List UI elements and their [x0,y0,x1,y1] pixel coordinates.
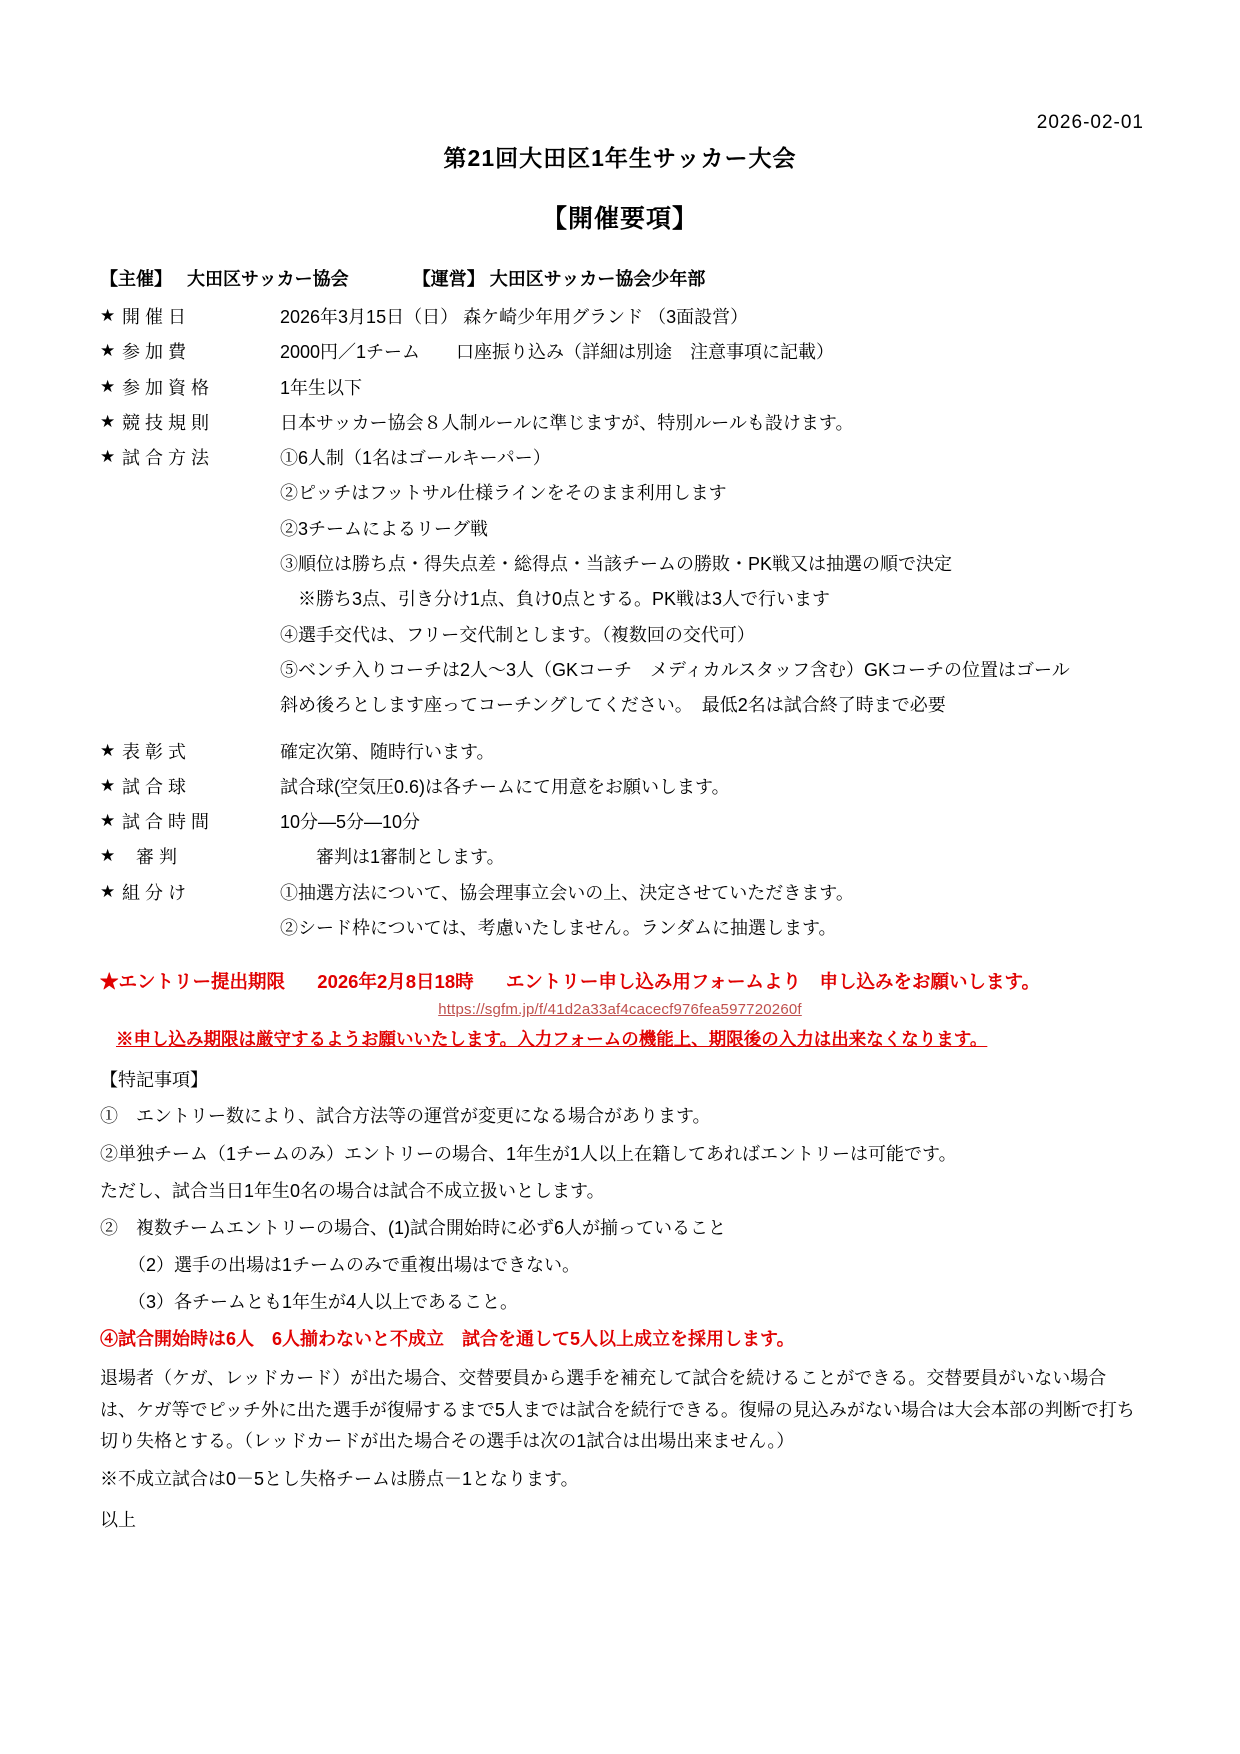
info-label: 参 加 費 [122,342,187,363]
bullet-star-icon: ★ [100,740,116,760]
info-label: 試 合 方 法 [122,448,210,469]
page-subtitle: 【開催要項】 [541,205,698,233]
organizer-line [100,265,1140,291]
info-row-ball [100,775,1140,799]
info-row-grouping [100,881,1140,952]
operator-name: 大田区サッカー協会少年部 [489,269,706,289]
info-value: 10分—5分—10分 [280,812,421,833]
bullet-star-icon: ★ [100,846,116,866]
special-note-item: ②単独チーム（1チームのみ）エントリーの場合、1年生が1人以上在籍してあればエントリーは可能です。 [100,1143,957,1164]
grouping-line: ②シード枠については、考慮いたしません。ランダムに抽選します。 [280,918,837,939]
host-name: 大田区サッカー協会 [187,269,349,289]
info-label: 試 合 球 [122,776,187,797]
grouping-lines [280,881,1140,952]
entry-deadline-label: ★エントリー提出期限 [100,971,286,993]
info-value: 日本サッカー協会８人制ルールに準じますが、特別ルールも設けます。 [280,412,854,433]
match-method-lines [280,446,1140,728]
grouping-line: ①抽選方法について、協会理事立会いの上、決定させていただきます。 [280,882,854,903]
bullet-star-icon: ★ [100,775,116,795]
entry-deadline-note: エントリー申し込み用フォームより 申し込みをお願いします。 [505,971,1040,993]
info-value: 試合球(空気圧0.6)は各チームにて用意をお願いします。 [280,776,730,797]
operator-label: 【運営】 [412,269,485,289]
special-note-item-highlight: ④試合開始時は6人 6人揃わないと不成立 試合を通して5人以上成立を採用します。 [100,1329,795,1350]
info-label: 組 分 け [122,882,187,903]
bullet-star-icon: ★ [100,811,116,831]
page-title: 第21回大田区1年生サッカー大会 [443,145,797,171]
special-paragraph: 退場者（ケガ、レッドカード）が出た場合、交替要員から選手を補充して試合を続けることができる。交替要員がいない場合は、ケガ等でピッチ外に出た選手が復帰するまで5人までは試合を続行できる。復帰の見込みがない場合は大会本部の判断で打ち切り失格とする。（レッドカードが出た場合その選手は次の1試合は出場出来ません。） [100,1368,1135,1452]
special-notes-heading: 【特記事項】 [100,1070,208,1091]
info-row-date [100,305,1140,329]
special-note-item: ① エントリー数により、試合方法等の運営が変更になる場合があります。 [100,1106,711,1127]
match-method-line: ④選手交代は、フリー交代制とします。（複数回の交代可） [280,624,755,645]
info-label: 競 技 規 則 [122,412,210,433]
special-note-item: ただし、試合当日1年生0名の場合は試合不成立扱いとします。 [100,1180,605,1201]
host-label: 【主催】 [100,269,172,289]
special-note-item: ② 複数チームエントリーの場合、(1)試合開始時に必ず6人が揃っていること [100,1217,727,1238]
info-row-awards [100,740,1140,764]
bullet-star-icon: ★ [100,306,116,325]
info-label: 表 彰 式 [122,741,187,762]
entry-form-link[interactable]: https://sgfm.jp/f/41d2a33af4cacecf976fea597720260f [438,1001,802,1019]
closing-text: 以上 [100,1509,136,1530]
match-method-line: 斜め後ろとします座ってコーチングしてください。 最低2名は試合終了時まで必要 [280,695,946,716]
bullet-star-icon: ★ [100,881,116,901]
info-row-match-time [100,810,1140,834]
bullet-star-icon: ★ [100,447,116,467]
document-body [0,265,1240,1532]
match-method-line: ※勝ち3点、引き分け1点、負け0点とする。PK戦は3人で行います [280,589,831,610]
entry-warning-text: ※申し込み期限は厳守するようお願いいたします。入力フォームの機能上、期限後の入力は出来なくなります。 [116,1029,988,1050]
special-footnote: ※不成立試合は0－5とし失格チームは勝点－1となります。 [100,1468,579,1489]
info-row-referee [100,845,1140,869]
info-label: 開 催 日 [122,307,187,327]
info-value: 2000円／1チーム 口座振り込み（詳細は別途 注意事項に記載） [280,342,835,363]
match-method-line: ②3チームによるリーグ戦 [280,518,489,539]
info-row-fee [100,340,1140,364]
info-label: 試 合 時 間 [122,812,210,833]
info-value: 審判は1審制とします。 [316,847,505,868]
bullet-star-icon: ★ [100,376,116,396]
info-value: 確定次第、随時行います。 [280,741,495,762]
bullet-star-icon: ★ [100,411,116,431]
info-value: 1年生以下 [280,377,363,398]
info-row-eligibility [100,376,1140,400]
info-label: 参 加 資 格 [122,377,210,398]
match-method-line: ②ピッチはフットサル仕様ラインをそのまま利用します [280,483,727,504]
info-label: 審 判 [136,847,178,868]
info-value: 2026年3月15日（日） 森ケ崎少年用グランド （3面設営） [280,307,749,327]
entry-deadline-line [100,969,1140,995]
info-row-match-method [100,446,1140,728]
info-row-rules [100,411,1140,435]
match-method-line: ⑤ベンチ入りコーチは2人～3人（GKコーチ メディカルスタッフ含む）GKコーチの位置はゴール [280,659,1070,680]
document-date: 2026-02-01 [1036,112,1144,133]
match-method-line: ③順位は勝ち点・得失点差・総得点・当該チームの勝敗・PK戦又は抽選の順で決定 [280,554,953,575]
special-note-item: （3）各チームとも1年生が4人以上であること。 [128,1291,519,1312]
entry-deadline-value: 2026年2月8日18時 [317,971,474,993]
match-method-line: ①6人制（1名はゴールキーパー） [280,448,551,469]
bullet-star-icon: ★ [100,341,116,361]
special-note-item: （2）選手の出場は1チームのみで重複出場はできない。 [128,1254,581,1275]
